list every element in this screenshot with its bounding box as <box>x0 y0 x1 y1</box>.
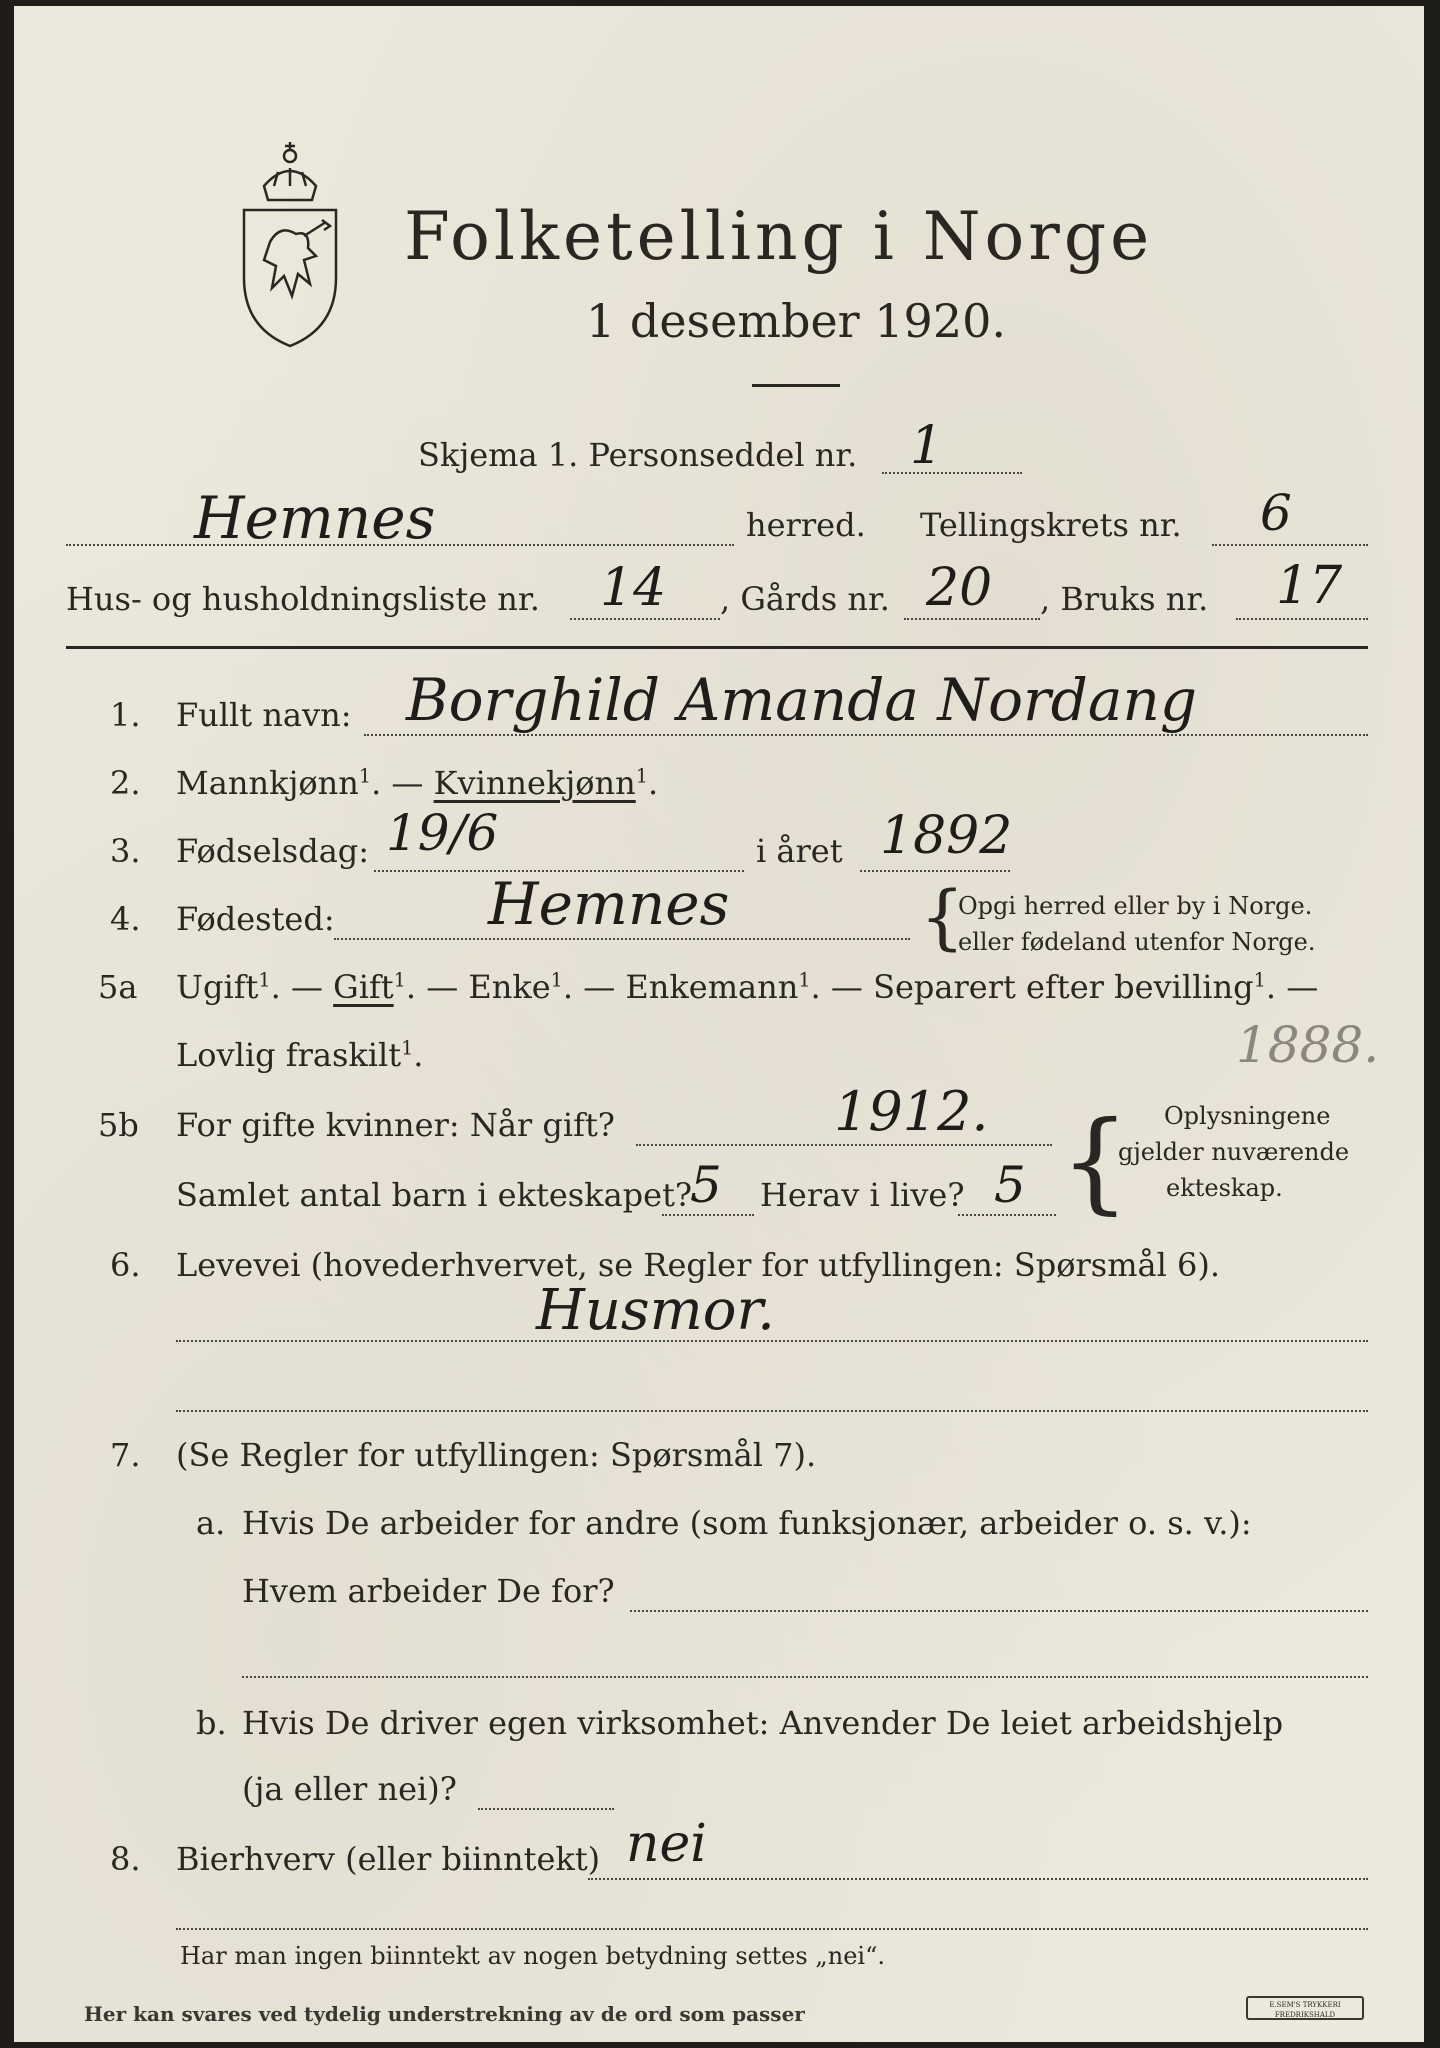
birthplace-value[interactable]: Hemnes <box>488 870 730 938</box>
q2-number: 2. <box>110 764 141 802</box>
q5a-options: Ugift$^1$. — Gift$^1$. — Enke$^1$. — Enkemann$^1$. — Separert efter bevilling$^1$. — <box>176 968 1319 1006</box>
q3-number: 3. <box>110 832 141 870</box>
q5b-children-line <box>662 1214 754 1216</box>
bruks-label: , Bruks nr. <box>1040 580 1209 618</box>
norwegian-coat-of-arms-icon <box>230 138 350 353</box>
census-date: 1 desember 1920. <box>586 294 1006 348</box>
status-divorced-option[interactable]: Lovlig fraskilt <box>176 1036 402 1074</box>
printer-stamp: E.SEM'S TRYKKERI FREDRIKSHALD <box>1246 1996 1364 2020</box>
q5a-annotation: 1888. <box>1236 1016 1380 1074</box>
gards-line <box>904 618 1040 620</box>
q5b-note-line1: Oplysningene <box>1164 1102 1331 1130</box>
title-divider <box>752 384 840 387</box>
q5b-note-line3: ekteskap. <box>1166 1174 1283 1202</box>
full-name-value[interactable]: Borghild Amanda Nordang <box>406 666 1197 734</box>
q8-label: Bierhverv (eller biinntekt) <box>176 1840 601 1878</box>
q6-number: 6. <box>110 1246 141 1284</box>
q4-brace: { <box>920 876 965 958</box>
footer-note: Har man ingen biinntekt av nogen betydning settes „nei“. <box>180 1942 885 1970</box>
header-divider <box>66 646 1368 649</box>
q4-note-line1: Opgi herred eller by i Norge. <box>958 892 1313 920</box>
q7-number: 7. <box>110 1436 141 1474</box>
q7b-answer-line <box>478 1808 614 1810</box>
gards-label: , Gårds nr. <box>720 580 890 618</box>
household-list-line <box>570 618 720 620</box>
children-count-value[interactable]: 5 <box>690 1156 722 1214</box>
q7a-answer-line <box>630 1610 1368 1612</box>
district-line <box>1212 544 1368 546</box>
children-alive-value[interactable]: 5 <box>994 1156 1026 1214</box>
sex-female-option[interactable]: Kvinnekjønn <box>433 764 636 802</box>
q5b-married-line <box>636 1144 1052 1146</box>
census-form <box>14 6 1424 2042</box>
form-title: Folketelling i Norge <box>404 198 1154 275</box>
bruks-value[interactable]: 17 <box>1276 556 1343 616</box>
q3-year-label: i året <box>756 832 843 870</box>
q5a-divorced: Lovlig fraskilt$^1$. <box>176 1036 424 1074</box>
q5b-note-line2: gjelder nuværende <box>1118 1138 1350 1166</box>
status-married-option[interactable]: Gift <box>333 968 394 1006</box>
status-widow-option[interactable]: Enke <box>468 968 551 1006</box>
sex-male-option[interactable]: Mannkjønn <box>176 764 359 802</box>
status-widower-option[interactable]: Enkemann <box>625 968 799 1006</box>
q7a-answer-line2 <box>242 1676 1368 1678</box>
q4-note-line2: eller fødeland utenfor Norge. <box>958 928 1316 956</box>
q2-options: Mannkjønn$^1$. — Kvinnekjønn$^1$. <box>176 764 659 802</box>
q4-label: Fødested: <box>176 900 335 938</box>
status-separated-option[interactable]: Separert efter bevilling <box>873 968 1254 1006</box>
municipality-value[interactable]: Hemnes <box>194 484 436 552</box>
household-list-label: Hus- og husholdningsliste nr. <box>66 580 540 618</box>
q7a-letter: a. <box>196 1504 226 1542</box>
schema-label: Skjema 1. Personseddel nr. <box>418 436 858 474</box>
q5b-label: For gifte kvinner: Når gift? <box>176 1106 615 1144</box>
q5b-children-label: Samlet antal barn i ekteskapet? <box>176 1176 693 1214</box>
footnote: Her kan svares ved tydelig understrekning av de ord som passer <box>84 2002 805 2026</box>
municipality-label: herred. <box>746 506 866 544</box>
district-label: Tellingskrets nr. <box>920 506 1182 544</box>
married-year-value[interactable]: 1912. <box>834 1080 989 1143</box>
q5b-number: 5b <box>98 1106 139 1144</box>
q5a-number: 5a <box>98 968 138 1006</box>
q8-line <box>588 1878 1368 1880</box>
q7-label: (Se Regler for utfyllingen: Spørsmål 7). <box>176 1436 817 1474</box>
household-list-value[interactable]: 14 <box>600 558 667 618</box>
q3-label: Fødselsdag: <box>176 832 370 870</box>
q6-line2 <box>176 1410 1368 1412</box>
q5b-alive-label: Herav i live? <box>760 1176 965 1214</box>
birthday-value[interactable]: 19/6 <box>386 804 499 862</box>
birth-year-value[interactable]: 1892 <box>880 806 1013 866</box>
q8-number: 8. <box>110 1840 141 1878</box>
q5b-brace: { <box>1060 1097 1130 1225</box>
q7b-line2: (ja eller nei)? <box>242 1770 457 1808</box>
q7b-letter: b. <box>196 1704 227 1742</box>
q7a-line2: Hvem arbeider De for? <box>242 1572 615 1610</box>
q7b-line1: Hvis De driver egen virksomhet: Anvender De leiet arbeidshjelp <box>242 1704 1284 1742</box>
q4-number: 4. <box>110 900 141 938</box>
q6-label: Levevei (hovederhvervet, se Regler for utfyllingen: Spørsmål 6). <box>176 1246 1221 1284</box>
schema-number-value[interactable]: 1 <box>910 416 944 476</box>
q4-line <box>334 938 910 940</box>
schema-number-line <box>882 472 1022 474</box>
q7a-line1: Hvis De arbeider for andre (som funksjonær, arbeider o. s. v.): <box>242 1504 1252 1542</box>
bruks-line <box>1236 618 1368 620</box>
side-income-value[interactable]: nei <box>626 1814 707 1874</box>
status-unmarried-option[interactable]: Ugift <box>176 968 259 1006</box>
q8-line2 <box>176 1928 1368 1930</box>
occupation-value[interactable]: Husmor. <box>536 1278 775 1343</box>
district-value[interactable]: 6 <box>1260 484 1292 542</box>
q1-label: Fullt navn: <box>176 696 352 734</box>
q3-year-line <box>860 870 1010 872</box>
q1-line <box>364 734 1368 736</box>
q5b-alive-line <box>958 1214 1056 1216</box>
gards-value[interactable]: 20 <box>926 558 993 618</box>
q1-number: 1. <box>110 696 141 734</box>
